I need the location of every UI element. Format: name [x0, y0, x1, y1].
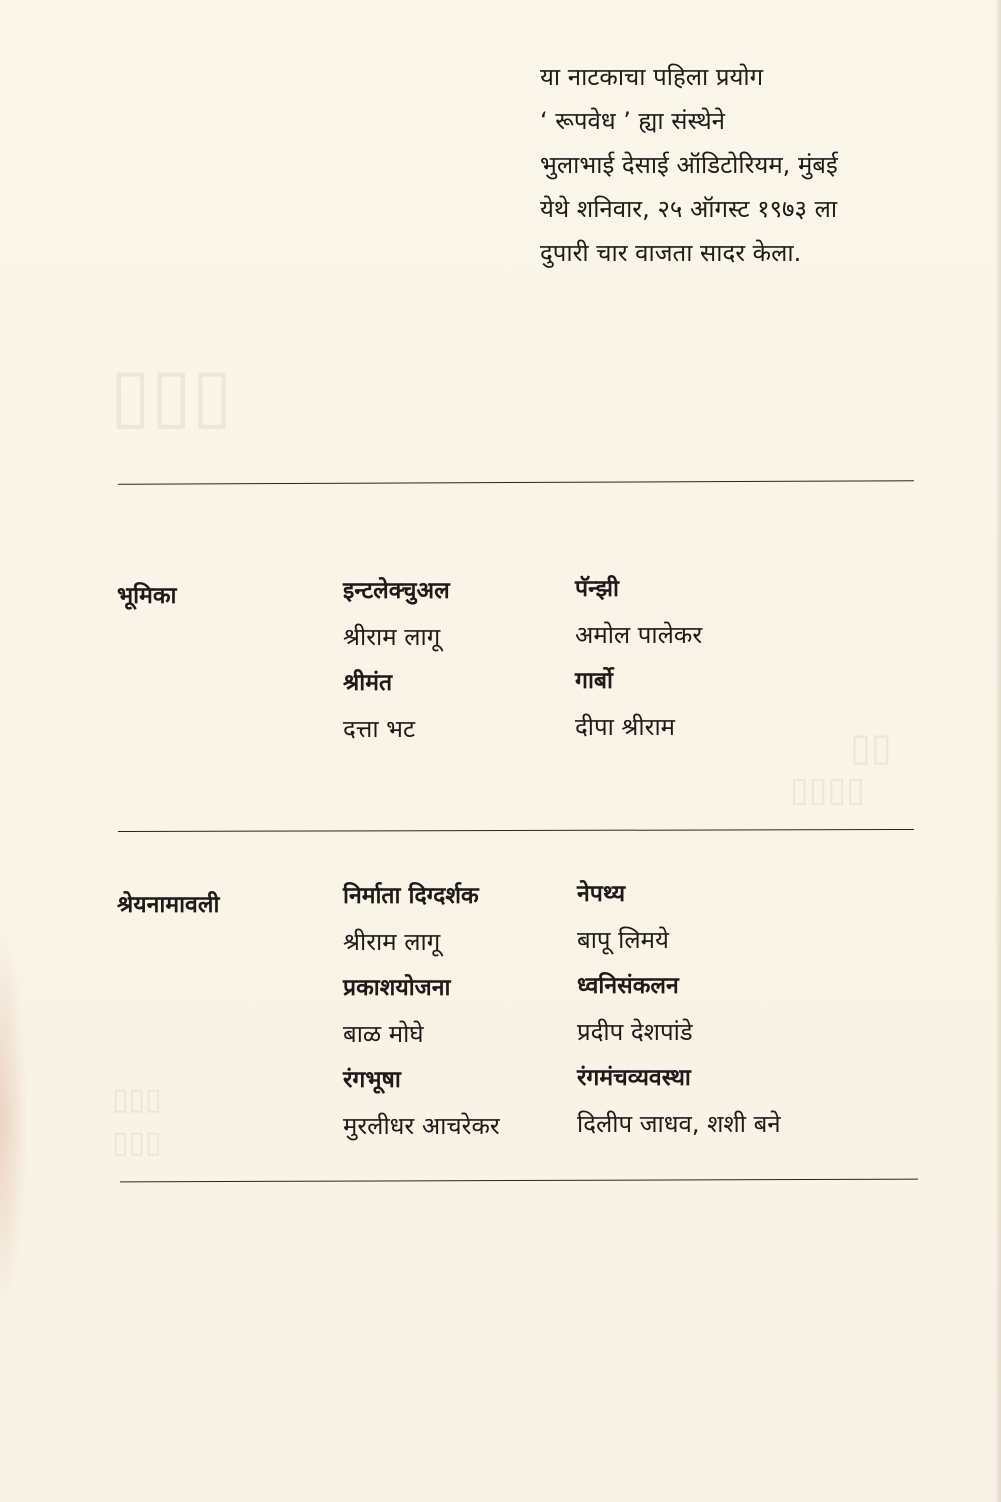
actor-name: श्रीराम लागू: [343, 623, 441, 651]
actor-name: बाळ मोघे: [343, 1020, 424, 1048]
role-name: निर्माता दिग्दर्शक: [343, 883, 479, 909]
actor-name: अमोल पालेकर: [575, 621, 703, 649]
premiere-line: या नाटकाचा पहिला प्रयोग: [540, 63, 764, 91]
role-name: रंगमंचव्यवस्था: [577, 1065, 691, 1091]
actor-name: प्रदीप देशपांडे: [577, 1018, 693, 1046]
actor-name: बापू लिमये: [577, 926, 669, 954]
actor-name: मुरलीधर आचरेकर: [343, 1112, 500, 1140]
actor-name: दीपा श्रीराम: [575, 713, 676, 741]
cast-column-2: [575, 566, 702, 750]
bleed-through-mark: ▯▯▯▯: [790, 770, 865, 810]
premiere-line: ‘ रूपवेध ’ ह्या संस्थेने: [540, 107, 725, 135]
bleed-through-mark: ▯▯▯: [112, 1082, 162, 1117]
bleed-through-mark: ▯▯▯: [112, 1125, 162, 1160]
cast-section-label: भूमिका: [117, 583, 177, 609]
premiere-note: [540, 55, 838, 275]
role-name: श्रीमंत: [343, 670, 393, 696]
credits-section-label: श्रेयनामावली: [117, 892, 220, 918]
page-edge-shadow: [995, 0, 1001, 1502]
credits-column-2: [577, 871, 781, 1147]
actor-name: श्रीराम लागू: [343, 928, 441, 956]
cast-column-1: [343, 568, 450, 752]
divider: [118, 480, 914, 484]
divider: [118, 829, 914, 832]
role-name: इन्टलेक्चुअल: [343, 578, 450, 604]
role-name: गार्बो: [575, 668, 613, 694]
premiere-line: दुपारी चार वाजता सादर केला.: [540, 239, 802, 267]
role-name: पॅन्झी: [575, 576, 619, 602]
role-name: ध्वनिसंकलन: [577, 973, 679, 999]
actor-name: दत्ता भट: [343, 715, 416, 743]
bleed-through-mark: ▯▯: [850, 725, 892, 769]
actor-name: दिलीप जाधव, शशी बने: [577, 1110, 781, 1138]
paper-stain: [0, 930, 28, 1310]
bleed-through-mark: ▯▯▯: [110, 352, 233, 438]
premiere-line: येथे शनिवार, २५ ऑगस्ट १९७३ ला: [540, 195, 838, 223]
role-name: रंगभूषा: [343, 1067, 401, 1093]
credits-column-1: [343, 873, 500, 1149]
role-name: प्रकाशयोजना: [343, 975, 451, 1001]
role-name: नेपथ्य: [577, 881, 626, 907]
premiere-line: भुलाभाई देसाई ऑडिटोरियम, मुंबई: [540, 151, 838, 179]
divider: [120, 1179, 918, 1183]
